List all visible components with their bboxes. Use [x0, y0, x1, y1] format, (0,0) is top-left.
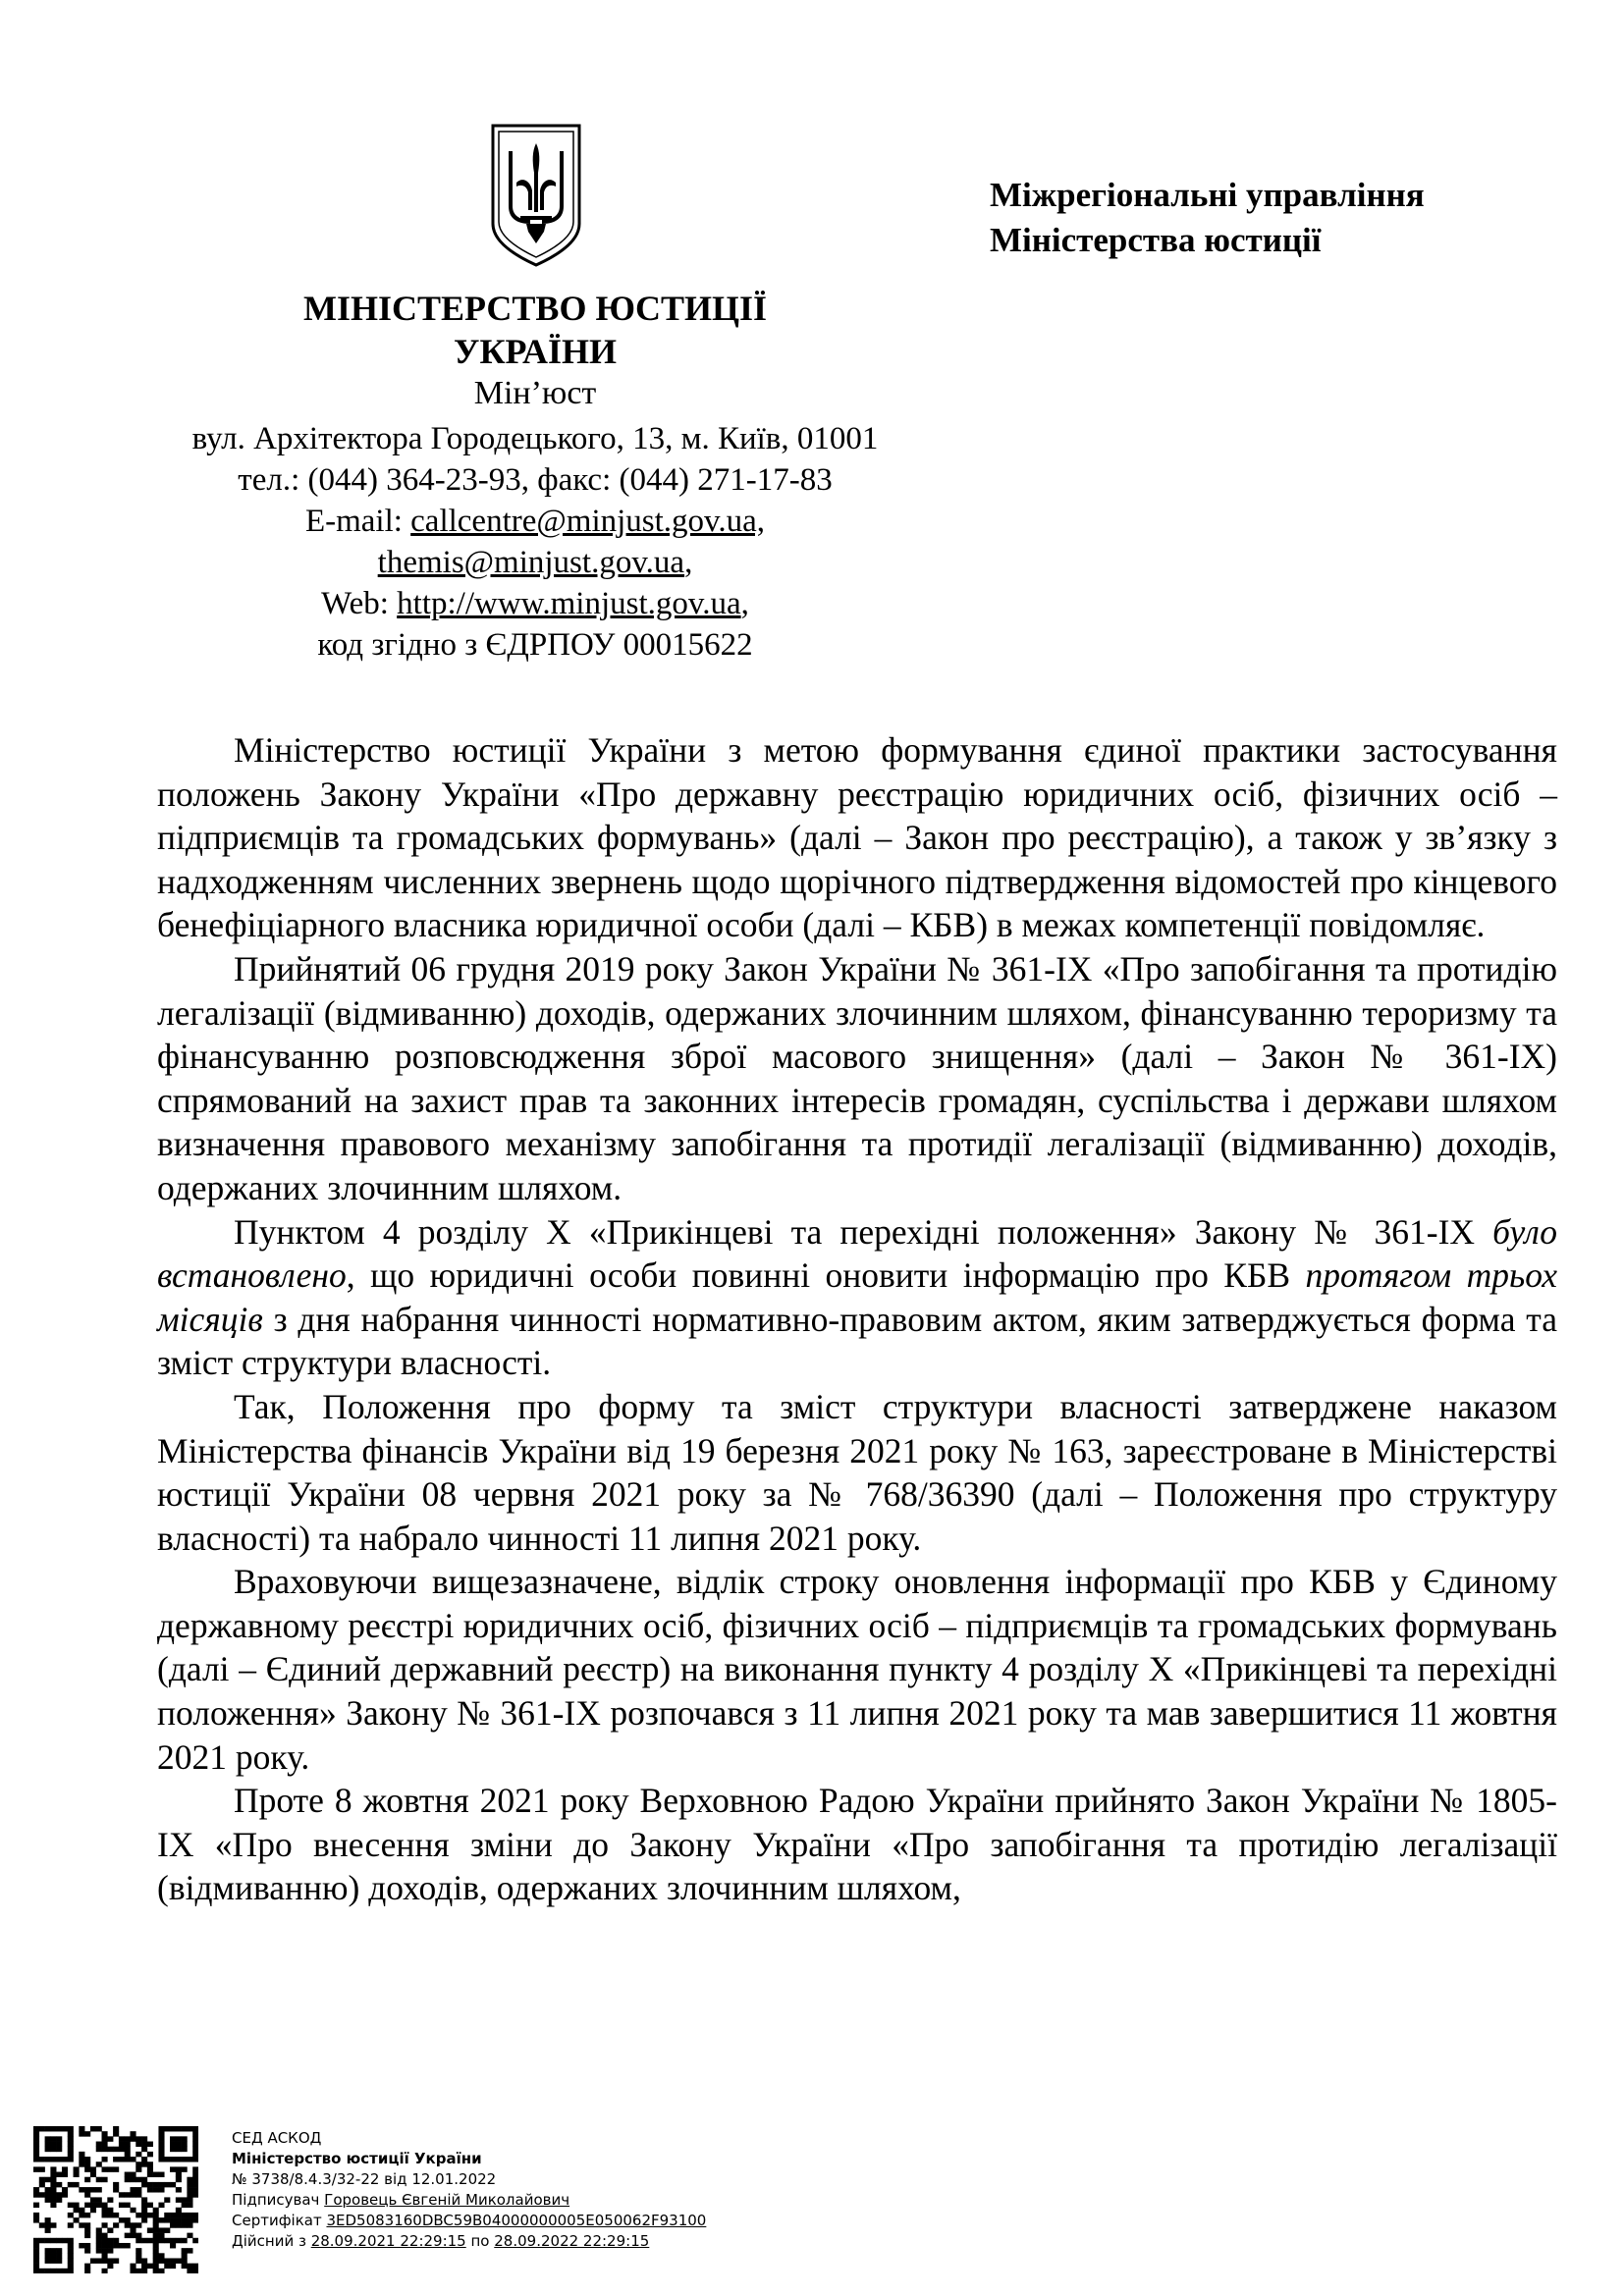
stamp-system: СЕД АСКОД — [232, 2129, 322, 2147]
p3-italic-b: протягом трьох місяців — [157, 1255, 1557, 1339]
signer-label: Підписувач — [232, 2191, 325, 2209]
valid-to: 28.09.2022 22:29:15 — [494, 2232, 650, 2250]
stamp-valid-line — [232, 2231, 1115, 2252]
p3-text-c: з дня набрання чинності нормативно-правовим актом, яким затверджується форма та зміст структури власності. — [157, 1299, 1557, 1383]
body-paragraph-3 — [157, 1210, 1557, 1385]
e-signature-stamp — [232, 2128, 1115, 2252]
p3-text-a: Пунктом 4 розділу Х «Прикінцеві та перехідні положення» Закону № 361-IX — [234, 1211, 1493, 1252]
addressee-line2: Міністерства юстиції — [990, 221, 1322, 259]
signer-name: Горовець Євгеній Миколайович — [324, 2191, 570, 2209]
body-paragraph-5: Враховуючи вищезазначене, відлік строку оновлення інформації про КБВ у Єдиному державному реєстрі юридичних осіб, фізичних осіб – підприємців та громадських формувань (далі – Єдиний державний реєстр) на виконання пункту 4 розділу Х «Прикінцеві та перехідні положення» Закону № 361-IX розпочався з 11 липня 2021 року та мав завершитися 11 жовтня 2021 року. — [157, 1562, 1557, 1777]
p3-italic-a: було встановлено — [157, 1211, 1557, 1296]
email-link-themis[interactable]: themis@minjust.gov.ua — [377, 545, 685, 580]
org-email-line — [137, 501, 933, 542]
org-short-name: Мін’юст — [473, 375, 597, 411]
org-name-line1: МІНІСТЕРСТВО ЮСТИЦІЇ — [302, 289, 768, 328]
web-link[interactable]: http://www.minjust.gov.ua — [397, 586, 741, 621]
qr-code-icon — [33, 2126, 198, 2273]
valid-label: Дійсний з — [232, 2232, 311, 2250]
letter-body — [157, 728, 1557, 1910]
addressee — [990, 173, 1540, 263]
body-paragraph-2: Прийнятий 06 грудня 2019 року Закон України № 361-IX «Про запобігання та протидію легалізації (відмиванню) доходів, одержаних злочинним шляхом, фінансуванню тероризму та фінансуванню розповсюдження зброї масового знищення» (далі – Закон № 361-IX) спрямований на захист прав та законних інтересів громадян, суспільства і держави шляхом визначення правового механізму запобігання та протидії легалізації (відмиванню) доходів, одержаних злочинним шляхом. — [157, 948, 1557, 1207]
stamp-cert-line — [232, 2211, 1115, 2231]
valid-from: 28.09.2021 22:29:15 — [310, 2232, 466, 2250]
org-address: вул. Архітектора Городецького, 13, м. Київ, 01001 — [191, 421, 879, 456]
stamp-org: Міністерство юстиції України — [232, 2150, 482, 2167]
web-label: Web: — [321, 586, 389, 621]
body-paragraph-6: Проте 8 жовтня 2021 року Верховною Радою України прийнято Закон України № 1805-IX «Про внесення зміни до Закону України «Про запобігання та протидію легалізації (відмиванню) доходів, одержаних злочинним шляхом, — [157, 1781, 1557, 1908]
tryzub-emblem-icon — [487, 122, 585, 269]
org-name-line2: УКРАЇНИ — [454, 332, 617, 371]
email-label: E-mail: — [304, 504, 403, 539]
org-web-line: Web: http://www.minjust.gov.ua, — [321, 586, 749, 621]
stamp-signer-line — [232, 2190, 1115, 2211]
body-paragraph-4: Так, Положення про форму та зміст структури власності затверджене наказом Міністерства фінансів України від 19 березня 2021 року № 163, зареєстроване в Міністерстві юстиції України 08 червня 2021 року за № 768/36390 (далі – Положення про структуру власності) та набрало чинності 11 липня 2021 року. — [157, 1386, 1557, 1558]
email-link-callcentre[interactable]: callcentre@minjust.gov.ua, — [410, 504, 766, 539]
cert-label: Сертифікат — [232, 2212, 327, 2229]
org-phone: тел.: (044) 364-23-93, факс: (044) 271-17-83 — [238, 462, 833, 498]
valid-mid: по — [465, 2232, 495, 2250]
sender-requisites — [137, 287, 933, 666]
org-email-line-2: themis@minjust.gov.ua, — [377, 545, 693, 580]
p3-text-b: , що юридичні особи повинні оновити інформацію про КБВ — [346, 1255, 1306, 1296]
addressee-line1: Міжрегіональні управління — [990, 176, 1425, 214]
org-edrpou: код згідно з ЄДРПОУ 00015622 — [317, 627, 753, 663]
body-paragraph-1: Міністерство юстиції України з метою формування єдиної практики застосування положень Закону України «Про державну реєстрацію юридичних осіб, фізичних осіб – підприємців та громадських формувань» (далі – Закон про реєстрацію), а також у зв’язку з надходженням численних звернень щодо щорічного підтвердження відомостей про кінцевого бенефіціарного власника юридичної особи (далі – КБВ) в межах компетенції повідомляє. — [157, 730, 1557, 945]
cert-number: 3ED5083160DBC59B04000000005E050062F93100 — [326, 2212, 707, 2229]
stamp-reg-number: № 3738/8.4.3/32-22 від 12.01.2022 — [232, 2170, 497, 2188]
